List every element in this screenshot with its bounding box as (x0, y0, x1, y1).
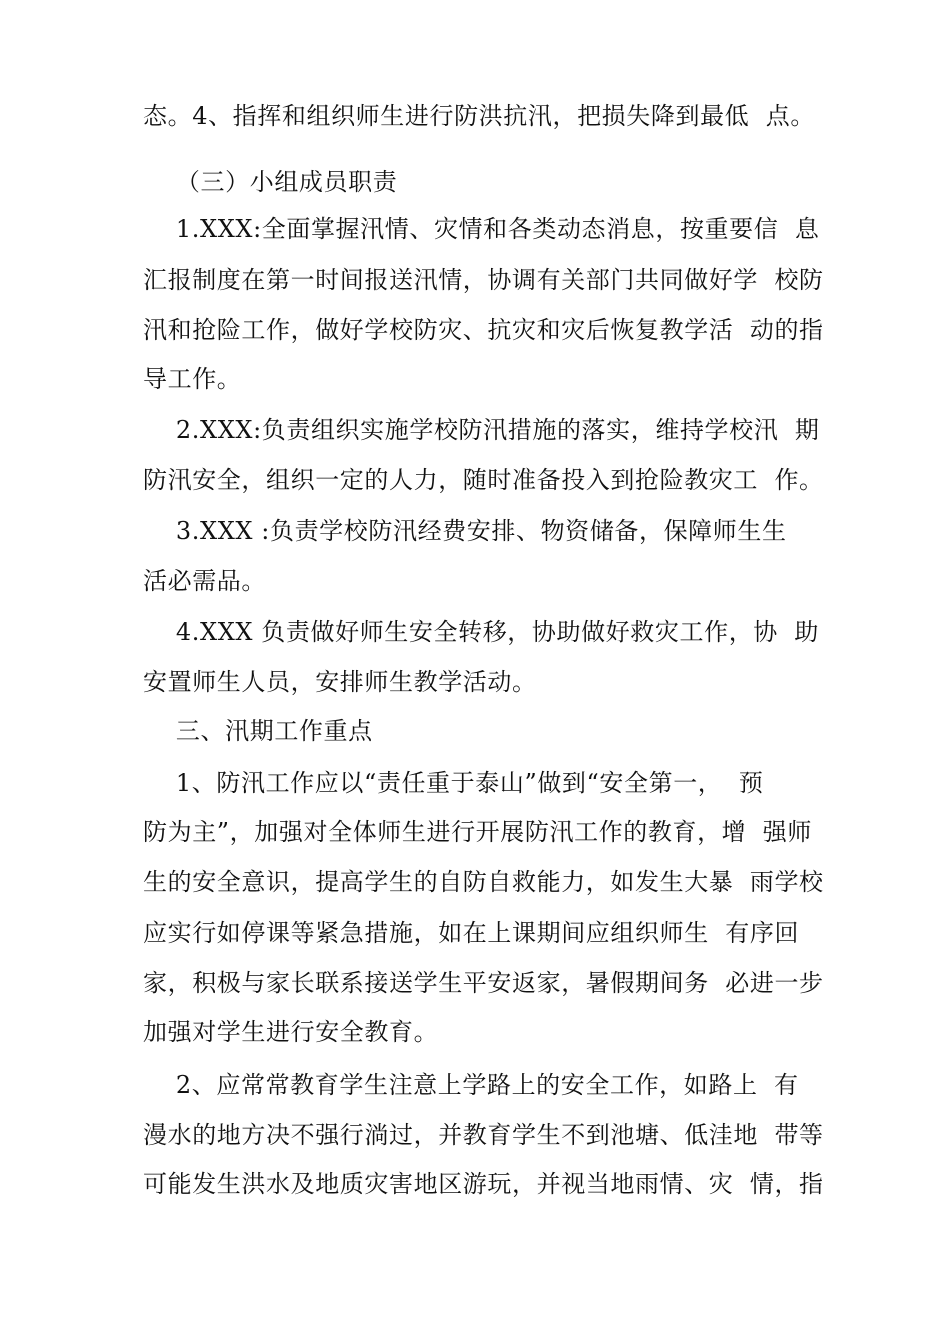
text-line: 活必需品。 (143, 567, 266, 595)
section-heading: （三）小组成员职责 (143, 168, 398, 196)
section-heading: 三、汛期工作重点 (143, 717, 373, 745)
text-line: 漫水的地方决不强行淌过，并教育学生不到池塘、低洼地 带等 (143, 1121, 824, 1149)
text-line: 态。4、指挥和组织师生进行防洪抗汛，把损失降到最低 点。 (143, 102, 815, 130)
text-line: 应实行如停课等紧急措施，如在上课期间应组织师生 有序回 (143, 919, 800, 947)
text-line: 加强对学生进行安全教育。 (143, 1018, 439, 1046)
text-line: 导工作。 (143, 365, 242, 393)
text-line: 防为主”，加强对全体师生进行开展防汛工作的教育，增 强师 (143, 818, 812, 846)
text-line: 生的安全意识，提高学生的自防自救能力，如发生大暴 雨学校 (143, 868, 824, 896)
text-line: 汇报制度在第一时间报送汛情，协调有关部门共同做好学 校防 (143, 266, 824, 294)
text-line: 汛和抢险工作，做好学校防灾、抗灾和灾后恢复教学活 动的指 (143, 316, 824, 344)
text-line: 1、防汛工作应以“责任重于泰山”做到“安全第一， 预 (143, 769, 764, 797)
text-line: 2.XXX:负责组织实施学校防汛措施的落实，维持学校汛 期 (143, 416, 820, 444)
text-line: 4.XXX 负责做好师生安全转移，协助做好救灾工作，协 助 (143, 618, 819, 646)
text-line: 家，积极与家长联系接送学生平安返家，暑假期间务 必进一步 (143, 969, 824, 997)
text-line: 安置师生人员，安排师生教学活动。 (143, 668, 537, 696)
text-line: 2、应常常教育学生注意上学路上的安全工作，如路上 有 (143, 1071, 799, 1099)
text-line: 1.XXX:全面掌握汛情、灾情和各类动态消息，按重要信 息 (143, 215, 820, 243)
text-line: 3.XXX :负责学校防汛经费安排、物资储备，保障师生生 (143, 517, 787, 545)
text-line: 防汛安全，组织一定的人力，随时准备投入到抢险教灾工 作。 (143, 466, 824, 494)
text-line: 可能发生洪水及地质灾害地区游玩，并视当地雨情、灾 情，指 (143, 1170, 824, 1198)
